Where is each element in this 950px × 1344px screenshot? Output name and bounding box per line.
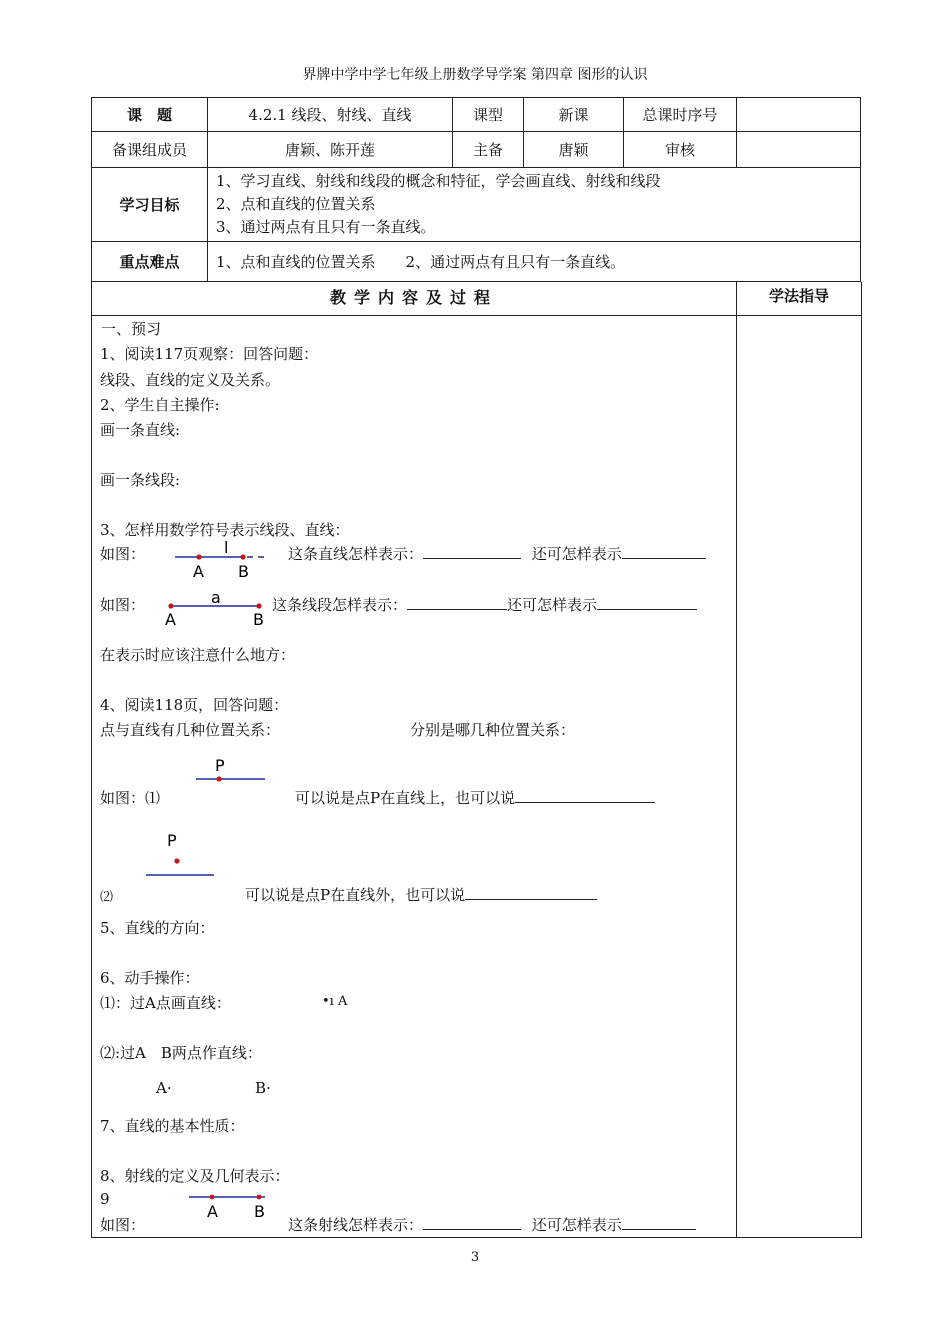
preview-heading: 一、预习: [101, 320, 162, 338]
point-a-mark: •ı A: [322, 994, 348, 1009]
lead-label: 主备: [453, 132, 524, 168]
topic-value: 4.2.1 线段、射线、直线: [208, 98, 453, 132]
q5: 5、直线的方向：: [100, 919, 215, 937]
fig2-label: ⑵: [100, 890, 114, 905]
q1: 1、阅读117页观察：回答问题：: [100, 345, 319, 363]
q6: 6、动手操作：: [100, 969, 200, 987]
q4: 4、阅读118页，回答问题：: [100, 696, 289, 714]
goal-item: 3、通过两点有且只有一条直线。: [216, 218, 436, 236]
q4b: 分别是哪几种位置关系：: [410, 721, 576, 739]
q1b: 线段、直线的定义及关系。: [100, 371, 281, 389]
fig1-label: 如图：⑴: [100, 789, 161, 807]
type-value: 新课: [524, 98, 624, 132]
line-label-a: A: [193, 562, 204, 581]
ray-figure: [189, 1195, 265, 1221]
q2a: 画一条直线:: [100, 421, 181, 439]
line-figure: [175, 538, 265, 581]
key-text: 1、点和直线的位置关系 2、通过两点有且只有一条直线。: [208, 242, 861, 282]
q4a: 点与直线有几种位置关系：: [100, 721, 281, 739]
seq-label: 总课时序号: [624, 98, 737, 132]
group-label: 备课组成员: [92, 132, 208, 168]
topic-label: 课 题: [92, 98, 208, 132]
segment-label-A: A: [165, 610, 176, 629]
point-b-label: B·: [255, 1079, 271, 1097]
number-9: 9: [100, 1190, 110, 1208]
q6a: ⑴：过A点画直线：: [100, 994, 231, 1012]
point-off-line-figure: [146, 831, 214, 875]
off-line-question: 可以说是点P在直线外，也可以说: [245, 884, 597, 905]
q7: 7、直线的基本性质：: [100, 1117, 245, 1135]
point-p-off: P: [167, 831, 177, 850]
lead-value: 唐颖: [524, 132, 624, 168]
fig-label-seg: 如图：: [100, 596, 146, 614]
q8: 8、射线的定义及几何表示：: [100, 1167, 290, 1185]
q6b: ⑵:过A B两点作直线：: [100, 1044, 262, 1062]
line-question: 这条直线怎样表示： 还可怎样表示: [288, 543, 706, 564]
point-p-on: P: [215, 756, 225, 775]
goal-item: 1、学习直线、射线和线段的概念和特征，学会画直线、射线和线段: [216, 172, 661, 190]
goal-item: 2、点和直线的位置关系: [216, 195, 376, 213]
q3: 3、怎样用数学符号表示线段、直线：: [100, 521, 350, 539]
page-number: 3: [470, 1250, 480, 1265]
point-a-label: A·: [156, 1079, 172, 1097]
line-label-l: l: [224, 538, 229, 557]
ray-label-A: A: [207, 1202, 218, 1221]
key-label: 重点难点: [92, 242, 208, 282]
segment-question: 这条线段怎样表示： 还可怎样表示: [272, 594, 697, 615]
segment-figure: [165, 588, 264, 629]
group-value: 唐颖、陈开莲: [208, 132, 453, 168]
goals-label: 学习目标: [92, 168, 208, 242]
page-header: 界牌中学中学七年级上册数学导学案 第四章 图形的认识: [302, 67, 648, 83]
q2b: 画一条线段:: [100, 471, 181, 489]
note: 在表示时应该注意什么地方：: [100, 646, 296, 664]
guide-title: 学法指导: [768, 287, 829, 305]
line-label-b: B: [238, 562, 249, 581]
ray-label-B: B: [254, 1202, 265, 1221]
fig-label-line: 如图：: [100, 545, 146, 563]
on-line-question: 可以说是点P在直线上，也可以说: [295, 787, 655, 808]
content-title: 教学内容及过程: [329, 288, 498, 307]
segment-label-a: a: [211, 588, 221, 607]
q2: 2、学生自主操作:: [100, 396, 220, 414]
fig-label-ray: 如图：: [100, 1216, 146, 1234]
type-label: 课型: [453, 98, 524, 132]
ray-question: 这条射线怎样表示： 还可怎样表示: [288, 1214, 696, 1235]
review-label: 审核: [624, 132, 737, 168]
point-on-line-figure: [196, 756, 265, 782]
segment-label-B: B: [253, 610, 264, 629]
